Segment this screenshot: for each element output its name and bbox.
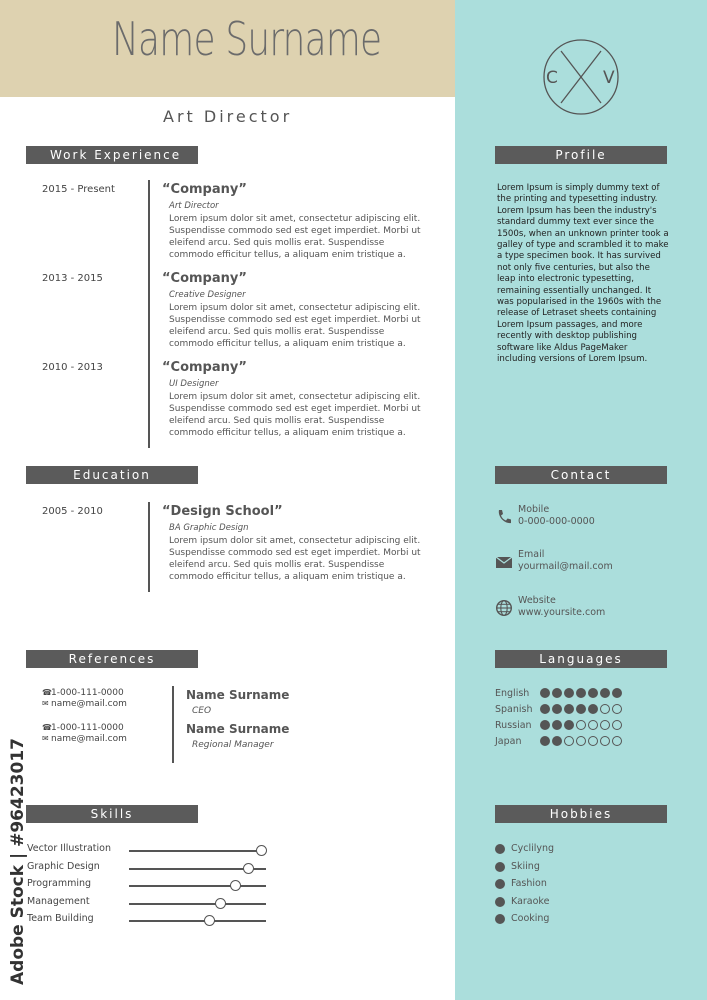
skill-name: Team Building	[27, 913, 94, 924]
bullet-icon	[495, 914, 505, 924]
education-years: 2005 - 2010	[42, 506, 103, 517]
work-years: 2015 - Present	[42, 184, 115, 195]
skill-level-knob	[230, 880, 241, 891]
hobby-label: Fashion	[511, 878, 547, 889]
skill-level-knob	[204, 915, 215, 926]
level-dot-filled	[540, 736, 550, 746]
level-dot-filled	[540, 720, 550, 730]
phone-icon: ☎	[42, 688, 52, 697]
section-languages: Languages	[495, 650, 667, 668]
section-contact: Contact	[495, 466, 667, 484]
level-dot-empty	[612, 704, 622, 714]
level-dot-empty	[600, 720, 610, 730]
language-level	[540, 688, 622, 698]
work-description: Lorem ipsum dolor sit amet, consectetur adipiscing elit. Suspendisse commodo sed est eget imperdiet. Morbi ut eleifend arcu. Sed quis mollis erat. Suspendisse commodo efficitur tellus, a aliquam enim tristique a.	[169, 303, 421, 349]
hobby-label: Karaoke	[511, 896, 550, 907]
work-years: 2010 - 2013	[42, 362, 103, 373]
skill-row	[27, 896, 267, 910]
language-name: Spanish	[495, 704, 533, 715]
contact-website-value[interactable]: www.yoursite.com	[518, 607, 606, 618]
level-dot-empty	[600, 704, 610, 714]
contact-mobile-value: 0-000-000-0000	[518, 516, 595, 527]
contact-website-label: Website	[518, 595, 556, 606]
work-role: Creative Designer	[169, 290, 246, 300]
timeline-divider	[148, 180, 150, 270]
references-divider	[172, 686, 174, 763]
skill-track	[129, 903, 266, 905]
level-dot-empty	[576, 736, 586, 746]
monogram-left-letter: C	[546, 68, 558, 88]
level-dot-filled	[540, 704, 550, 714]
contact-email-value[interactable]: yourmail@mail.com	[518, 561, 613, 572]
level-dot-filled	[552, 704, 562, 714]
contact-mobile-label: Mobile	[518, 504, 550, 515]
candidate-name: Name Surname	[112, 12, 382, 66]
skill-name: Vector Illustration	[27, 843, 111, 854]
level-dot-filled	[588, 704, 598, 714]
job-title: Art Director	[163, 107, 293, 126]
education-description: Lorem ipsum dolor sit amet, consectetur adipiscing elit. Suspendisse commodo sed est eget imperdiet. Morbi ut eleifend arcu. Sed quis mollis erat. Suspendisse commodo efficitur tellus, a aliquam enim tristique a.	[169, 536, 421, 582]
language-level	[540, 736, 622, 746]
section-profile: Profile	[495, 146, 667, 164]
reference-phone-value: 1-000-111-0000	[51, 723, 124, 733]
reference-role: CEO	[192, 706, 212, 716]
section-work-experience: Work Experience	[26, 146, 198, 164]
bullet-icon	[495, 879, 505, 889]
level-dot-filled	[588, 688, 598, 698]
skill-track	[129, 920, 266, 922]
skill-level-knob	[215, 898, 226, 909]
bullet-icon	[495, 844, 505, 854]
skill-level-knob	[243, 863, 254, 874]
work-role: UI Designer	[169, 379, 219, 389]
language-name: Russian	[495, 720, 532, 731]
language-level	[540, 704, 622, 714]
work-company: “Company”	[162, 360, 247, 375]
contact-email-label: Email	[518, 549, 545, 560]
reference-role: Regional Manager	[192, 740, 274, 750]
cv-monogram-icon	[541, 37, 621, 117]
skill-track	[129, 850, 266, 852]
reference-name: Name Surname	[186, 722, 290, 736]
work-company: “Company”	[162, 182, 247, 197]
reference-email-value[interactable]: name@mail.com	[51, 699, 127, 709]
bullet-icon	[495, 897, 505, 907]
language-name: English	[495, 688, 530, 699]
stock-watermark: Adobe Stock | #96423017	[8, 738, 28, 985]
phone-icon: ☎	[42, 723, 52, 732]
level-dot-filled	[540, 688, 550, 698]
level-dot-empty	[612, 720, 622, 730]
level-dot-filled	[576, 688, 586, 698]
reference-email	[42, 734, 127, 744]
level-dot-empty	[564, 736, 574, 746]
level-dot-filled	[552, 720, 562, 730]
level-dot-empty	[588, 736, 598, 746]
profile-text: Lorem Ipsum is simply dummy text of the printing and typesetting industry. Lorem Ipsum has been the industry's standard dummy text ever since the 1500s, when an unknown printer took a galley of type and scrambled it to make a type specimen book. It has survived not only five centuries, but also the leap into electronic typesetting, remaining essentially unchanged. It was popularised in the 1960s with the release of Letraset sheets containing Lorem Ipsum passages, and more recently with desktop publishing software like Aldus PageMaker including versions of Lorem Ipsum.	[497, 183, 669, 365]
reference-phone-value: 1-000-111-0000	[51, 688, 124, 698]
reference-name: Name Surname	[186, 688, 290, 702]
skill-row	[27, 913, 267, 927]
reference-phone	[42, 688, 124, 698]
reference-email	[42, 699, 127, 709]
level-dot-filled	[564, 688, 574, 698]
globe-icon	[495, 599, 513, 617]
level-dot-filled	[612, 688, 622, 698]
language-name: Japan	[495, 736, 522, 747]
timeline-divider	[148, 502, 150, 592]
section-hobbies: Hobbies	[495, 805, 667, 823]
envelope-icon: ✉	[42, 734, 49, 743]
monogram-right-letter: V	[603, 68, 615, 88]
hobby-label: Skiing	[511, 861, 540, 872]
section-references: References	[26, 650, 198, 668]
work-role: Art Director	[169, 201, 219, 211]
language-level	[540, 720, 622, 730]
section-education: Education	[26, 466, 198, 484]
hobby-label: Cyclilyng	[511, 843, 555, 854]
timeline-divider	[148, 269, 150, 359]
skill-name: Management	[27, 896, 90, 907]
education-degree: BA Graphic Design	[169, 523, 249, 533]
hobby-label: Cooking	[511, 913, 550, 924]
timeline-divider	[148, 358, 150, 448]
level-dot-filled	[600, 688, 610, 698]
skill-row	[27, 843, 267, 857]
level-dot-empty	[600, 736, 610, 746]
level-dot-filled	[576, 704, 586, 714]
skill-name: Graphic Design	[27, 861, 100, 872]
envelope-icon: ✉	[42, 699, 49, 708]
level-dot-empty	[612, 736, 622, 746]
work-description: Lorem ipsum dolor sit amet, consectetur adipiscing elit. Suspendisse commodo sed est eget imperdiet. Morbi ut eleifend arcu. Sed quis mollis erat. Suspendisse commodo efficitur tellus, a aliquam enim tristique a.	[169, 214, 421, 260]
level-dot-filled	[552, 736, 562, 746]
level-dot-filled	[564, 704, 574, 714]
level-dot-empty	[588, 720, 598, 730]
level-dot-filled	[552, 688, 562, 698]
skill-name: Programming	[27, 878, 92, 889]
skill-level-knob	[256, 845, 267, 856]
bullet-icon	[495, 862, 505, 872]
level-dot-filled	[564, 720, 574, 730]
skill-row	[27, 861, 267, 875]
reference-phone	[42, 723, 124, 733]
phone-icon	[495, 508, 513, 526]
reference-email-value[interactable]: name@mail.com	[51, 734, 127, 744]
skill-row	[27, 878, 267, 892]
work-description: Lorem ipsum dolor sit amet, consectetur adipiscing elit. Suspendisse commodo sed est eget imperdiet. Morbi ut eleifend arcu. Sed quis mollis erat. Suspendisse commodo efficitur tellus, a aliquam enim tristique a.	[169, 392, 421, 438]
education-school: “Design School”	[162, 504, 283, 519]
work-years: 2013 - 2015	[42, 273, 103, 284]
level-dot-empty	[576, 720, 586, 730]
work-company: “Company”	[162, 271, 247, 286]
skill-track	[129, 885, 266, 887]
envelope-icon	[495, 553, 513, 571]
section-skills: Skills	[26, 805, 198, 823]
